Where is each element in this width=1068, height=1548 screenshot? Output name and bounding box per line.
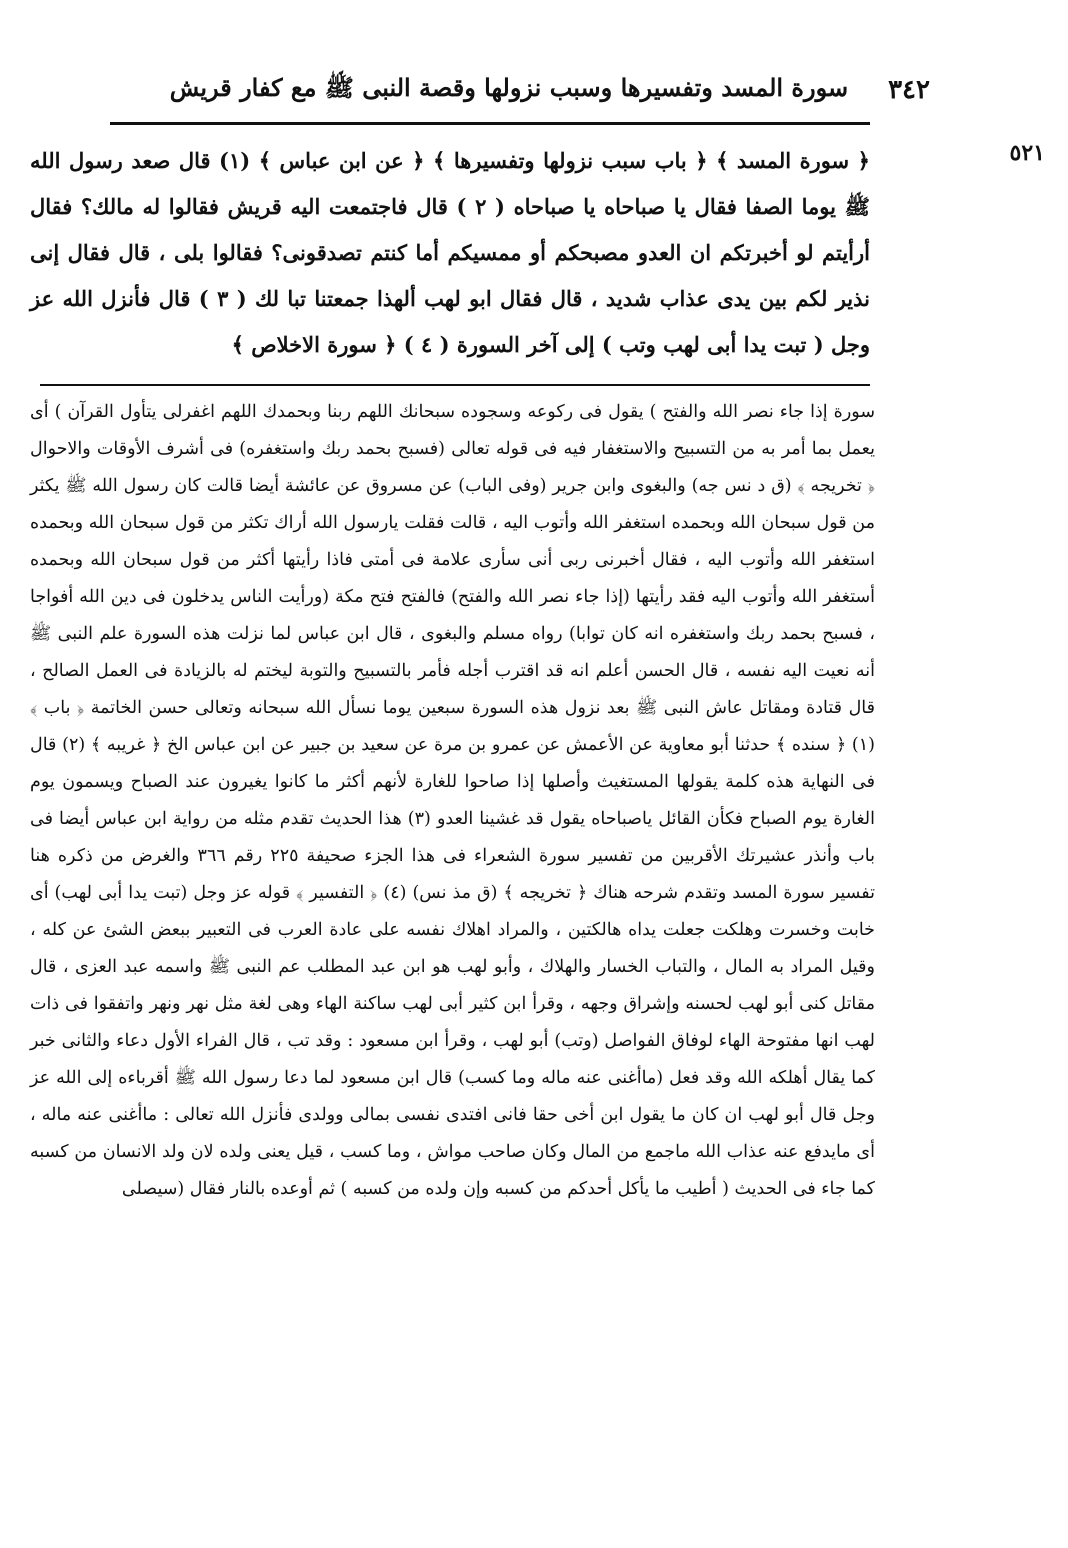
page-header	[110, 62, 930, 118]
section-divider	[40, 384, 870, 386]
header-rule	[110, 122, 870, 125]
commentary	[30, 394, 875, 1208]
hadith-number: ٥٢١	[1009, 140, 1045, 166]
running-title: سورة المسد وتفسيرها وسبب نزولها وقصة النبى ﷺ مع كفار قريش	[169, 72, 849, 102]
page-number: ٣٤٢	[888, 75, 930, 105]
hadith-text: ﴿ سورة المسد ﴾ ﴿ باب سبب نزولها وتفسيرها ﴾ ﴿ عن ابن عباس ﴾ (١) قال صعد رسول الله ﷺ يوما الصفا فقال يا صباحاه يا صباحاه ( ٢ ) قال فاجتمعت اليه قريش فقالوا له مالك؟ فقال أرأيتم لو أخبرتكم ان العدو مصبحكم أو ممسيكم أما كنتم تصدقونى؟ فقالوا بلى ، قال فقال إنى نذير لكم بين يدى عذاب شديد ، قال فقال ابو لهب ألهذا جمعتنا تبا لك ( ٣ ) قال فأنزل الله عز وجل ( تبت يدا أبى لهب وتب ) إلى آخر السورة ( ٤ ) ﴿ سورة الاخلاص ﴾	[30, 148, 871, 357]
commentary-paragraph: سورة إذا جاء نصر الله والفتح ) يقول فى ركوعه وسجوده سبحانك اللهم ربنا وبحمدك اللهم اغفرلى يتأول القرآن ) أى يعمل بما أمر به من التسبيح والاستغفار فيه فى قوله تعالى (فسبح بحمد ربك واستغفره) فى أشرف الأوقات والاحوال ﴿ تخريجه ﴾ (ق د نس جه) والبغوى وابن جرير (وفى الباب) عن مسروق عن عائشة أيضا قالت كان رسول الله ﷺ يكثر من قول سبحان الله وبحمده استغفر الله وأتوب اليه ، قالت فقلت يارسول الله أراك تكثر من قول سبحان الله وبحمده استغفر الله وأتوب اليه ، فقال أخبرنى ربى أنى سأرى علامة فى أمتى فاذا رأيتها أكثر من قول سبحان الله وبحمده أستغفر الله وأتوب اليه فقد رأيتها (إذا جاء نصر الله والفتح) فالفتح فتح مكة (ورأيت الناس يدخلون فى دين الله أفواجا ، فسبح بحمد ربك واستغفره انه كان توابا) رواه مسلم والبغوى ، قال ابن عباس لما نزلت هذه السورة علم النبى ﷺ أنه نعيت اليه نفسه ، قال الحسن أعلم انه قد اقترب أجله فأمر بالتسبيح والتوبة ليختم له بالزيادة فى العمل الصالح ، قال قتادة ومقاتل عاش النبى ﷺ بعد نزول هذه السورة سبعين يوما نسأل الله سبحانه وتعالى حسن الخاتمة ﴿ باب ﴾ (١) ﴿ سنده ﴾ حدثنا أبو معاوية عن الأعمش عن عمرو بن مرة عن سعيد بن جبير عن ابن عباس الخ ﴿ غريبه ﴾ (٢) قال فى النهاية هذه كلمة يقولها المستغيث وأصلها إذا صاحوا للغارة لأنهم أكثر ما كانوا يغيرون عند الصباح ويسمون يوم الغارة يوم الصباح فكأن القائل ياصباحاه يقول قد غشينا العدو (٣) هذا الحديث تقدم مثله من رواية ابن عباس أيضا فى باب وأنذر عشيرتك الأقربين من تفسير سورة الشعراء فى هذا الجزء صحيفة ٢٢٥ رقم ٣٦٦ والغرض من ذكره هنا تفسير سورة المسد وتقدم شرحه هناك ﴿ تخريجه ﴾ (ق مذ نس) (٤) ﴿ التفسير ﴾ قوله عز وجل (تبت يدا أبى لهب) أى خابت وخسرت وهلكت جعلت يداه هالكتين ، والمراد اهلاك نفسه على عادة العرب فى التعبير ببعض الشئ عن كله ، وقيل المراد به المال ، والتباب الخسار والهلاك ، وأبو لهب هو ابن عبد المطلب عم النبى ﷺ واسمه عبد العزى ، قال مقاتل كنى أبو لهب لحسنه وإشراق وجهه ، وقرأ ابن كثير أبى لهب ساكنة الهاء وهى لغة مثل نهر ونهر واتفقوا فى ذات لهب انها مفتوحة الهاء لوفاق الفواصل (وتب) أبو لهب ، وقرأ ابن مسعود : وقد تب ، قال الفراء الأول دعاء والثانى خبر كما يقال أهلكه الله وقد فعل (ماأغنى عنه ماله وما كسب) قال ابن مسعود لما دعا رسول الله ﷺ أقرباءه إلى الله عز وجل قال أبو لهب ان كان ما يقول ابن أخى حقا فانى افتدى نفسى بمالى وولدى فأنزل الله تعالى : ماأغنى عنه ماله ، أى مايدفع عنه عذاب الله ماجمع من المال وكان صاحب مواش ، وما كسب ، قيل يعنى ولده لان ولد الانسان من كسبه كما جاء فى الحديث ( أطيب ما يأكل أحدكم من كسبه وإن ولده من كسبه ) ثم أوعده بالنار فقال (سيصلى	[30, 402, 875, 1199]
